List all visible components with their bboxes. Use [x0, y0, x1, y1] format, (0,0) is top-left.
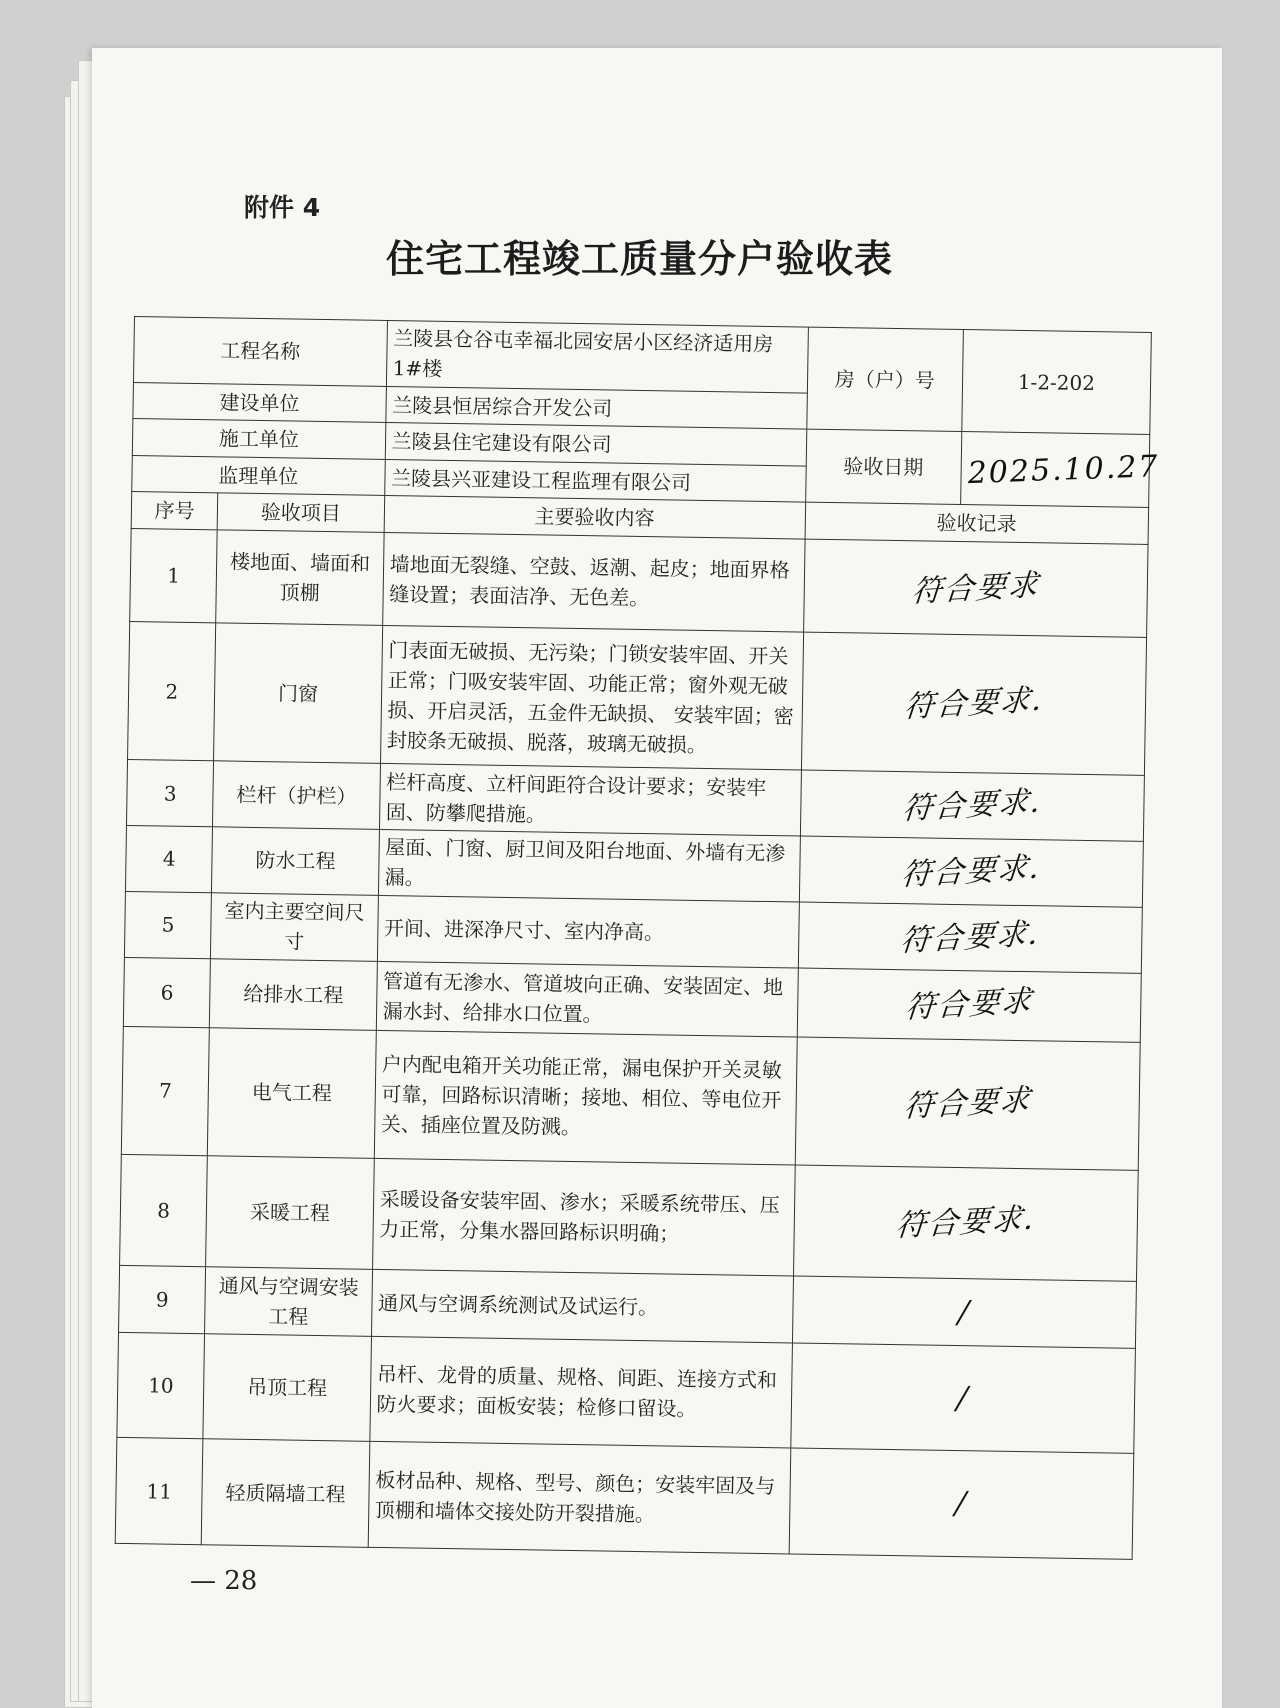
row-item: 电气工程: [208, 1028, 376, 1158]
acceptance-table: [115, 316, 1160, 1560]
row-item: 楼地面、墙面和顶棚: [216, 530, 384, 626]
row-content: 通风与空调系统测试及试运行。: [371, 1269, 793, 1343]
row-content: 户内配电箱开关功能正常，漏电保护开关灵敏可靠，回路标识清晰；接地、相位、等电位开关、插座位置及防溅。: [374, 1030, 797, 1164]
supervisor-label: 监理单位: [132, 455, 385, 495]
table-row: [128, 622, 1147, 776]
row-no: 8: [120, 1154, 208, 1267]
row-no: 1: [130, 528, 218, 623]
row-record: [793, 1165, 1138, 1282]
row-record: [790, 1343, 1135, 1454]
row-no: 4: [125, 825, 212, 892]
row-no: 3: [126, 760, 213, 827]
row-content: 板材品种、规格、型号、颜色；安装牢固及与顶棚和墙体交接处防开裂措施。: [368, 1442, 791, 1554]
row-record: [795, 1037, 1140, 1170]
page-number: — 28: [190, 1566, 258, 1596]
row-record: [801, 632, 1147, 775]
row-no: 9: [119, 1265, 206, 1333]
row-item: 室内主要空间尺寸: [211, 893, 378, 962]
row-item: 轻质隔墙工程: [202, 1439, 370, 1547]
row-no: 6: [123, 957, 210, 1027]
handwritten-record: 符合要求: [902, 1082, 1033, 1125]
column-header-content: 主要验收内容: [384, 496, 805, 539]
row-no: 2: [128, 622, 217, 761]
contractor-label: 施工单位: [132, 419, 385, 459]
table-row: [117, 1332, 1136, 1453]
row-item: 栏杆（护栏）: [213, 761, 380, 830]
project-name-label: 工程名称: [133, 317, 387, 387]
unit-no-label: 房（户）号: [806, 327, 963, 432]
project-name-value: 兰陵县仓谷屯幸福北园安居小区经济适用房1#楼: [386, 320, 808, 393]
date-label: 验收日期: [805, 429, 961, 504]
handwritten-record: 符合要求: [910, 567, 1042, 610]
contractor-value: 兰陵县住宅建设有限公司: [385, 423, 806, 466]
page-title: 住宅工程竣工质量分户验收表: [386, 237, 894, 281]
row-no: 11: [115, 1438, 203, 1545]
row-item: 采暖工程: [206, 1155, 374, 1269]
handwritten-record: 符合要求: [903, 983, 1035, 1027]
attachment-label: 附件 4: [244, 193, 321, 222]
row-item: 防水工程: [212, 827, 379, 896]
handwritten-record: /: [953, 1485, 969, 1522]
column-header-item: 验收项目: [218, 493, 385, 532]
row-content: 栏杆高度、立杆间距符合设计要求；安装牢固、防攀爬措施。: [379, 764, 801, 837]
row-item: 吊顶工程: [203, 1334, 371, 1442]
row-content: 墙地面无裂缝、空鼓、返潮、起皮；地面界格缝设置；表面洁净、无色差。: [382, 532, 804, 632]
row-record: [803, 539, 1148, 638]
row-content: 吊杆、龙骨的质量、规格、间距、连接方式和防火要求；面板安装；检修口留设。: [369, 1336, 792, 1448]
row-record: [797, 968, 1141, 1042]
column-header-no: 序号: [131, 492, 218, 530]
table-row: [115, 1438, 1134, 1560]
row-no: 5: [124, 891, 211, 958]
handwritten-record: /: [955, 1380, 971, 1417]
handwritten-record: 符合要求.: [901, 784, 1044, 828]
row-content: 开间、进深净尺寸、室内净高。: [377, 895, 799, 968]
row-item: 门窗: [214, 623, 382, 763]
row-no: 7: [121, 1026, 209, 1155]
handwritten-record: 符合要求.: [894, 1201, 1037, 1245]
row-content: 门表面无破损、无污染；门锁安装牢固、开关正常；门吸安装牢固、功能正常；窗外观无破损、开启灵活，五金件无缺损、 安装牢固；密封胶条无破损、脱落，玻璃无破损。: [380, 626, 803, 771]
unit-no-value: 1-2-202: [961, 330, 1151, 435]
row-no: 10: [117, 1332, 205, 1439]
table-row: [121, 1026, 1140, 1170]
handwritten-record: 符合要求.: [902, 682, 1045, 726]
row-record: [799, 836, 1143, 907]
row-content: 屋面、门窗、厨卫间及阳台地面、外墙有无渗漏。: [378, 829, 800, 902]
row-record: [798, 902, 1142, 973]
row-record: [792, 1276, 1136, 1348]
handwritten-record: 符合要求.: [899, 850, 1043, 894]
row-record: [789, 1448, 1134, 1559]
table-row: [130, 528, 1148, 637]
row-item: 给排水工程: [210, 959, 377, 1031]
handwritten-record: /: [956, 1294, 972, 1331]
handwritten-date: 2025.10.27: [966, 449, 1160, 492]
row-item: 通风与空调安装工程: [205, 1267, 372, 1337]
handwritten-record: 符合要求.: [898, 916, 1042, 959]
supervisor-value: 兰陵县兴亚建设工程监理有限公司: [384, 459, 805, 502]
builder-value: 兰陵县恒居综合开发公司: [385, 386, 806, 429]
column-header-record: 验收记录: [805, 502, 1149, 544]
row-content: 管道有无渗水、管道坡向正确、安装固定、地漏水封、给排水口位置。: [376, 961, 798, 1037]
row-record: [800, 770, 1144, 841]
row-content: 采暖设备安装牢固、渗水；采暖系统带压、压力正常，分集水器回路标识明确；: [372, 1158, 795, 1276]
builder-label: 建设单位: [133, 382, 386, 422]
date-value: [960, 432, 1160, 508]
table-row: [120, 1154, 1139, 1281]
